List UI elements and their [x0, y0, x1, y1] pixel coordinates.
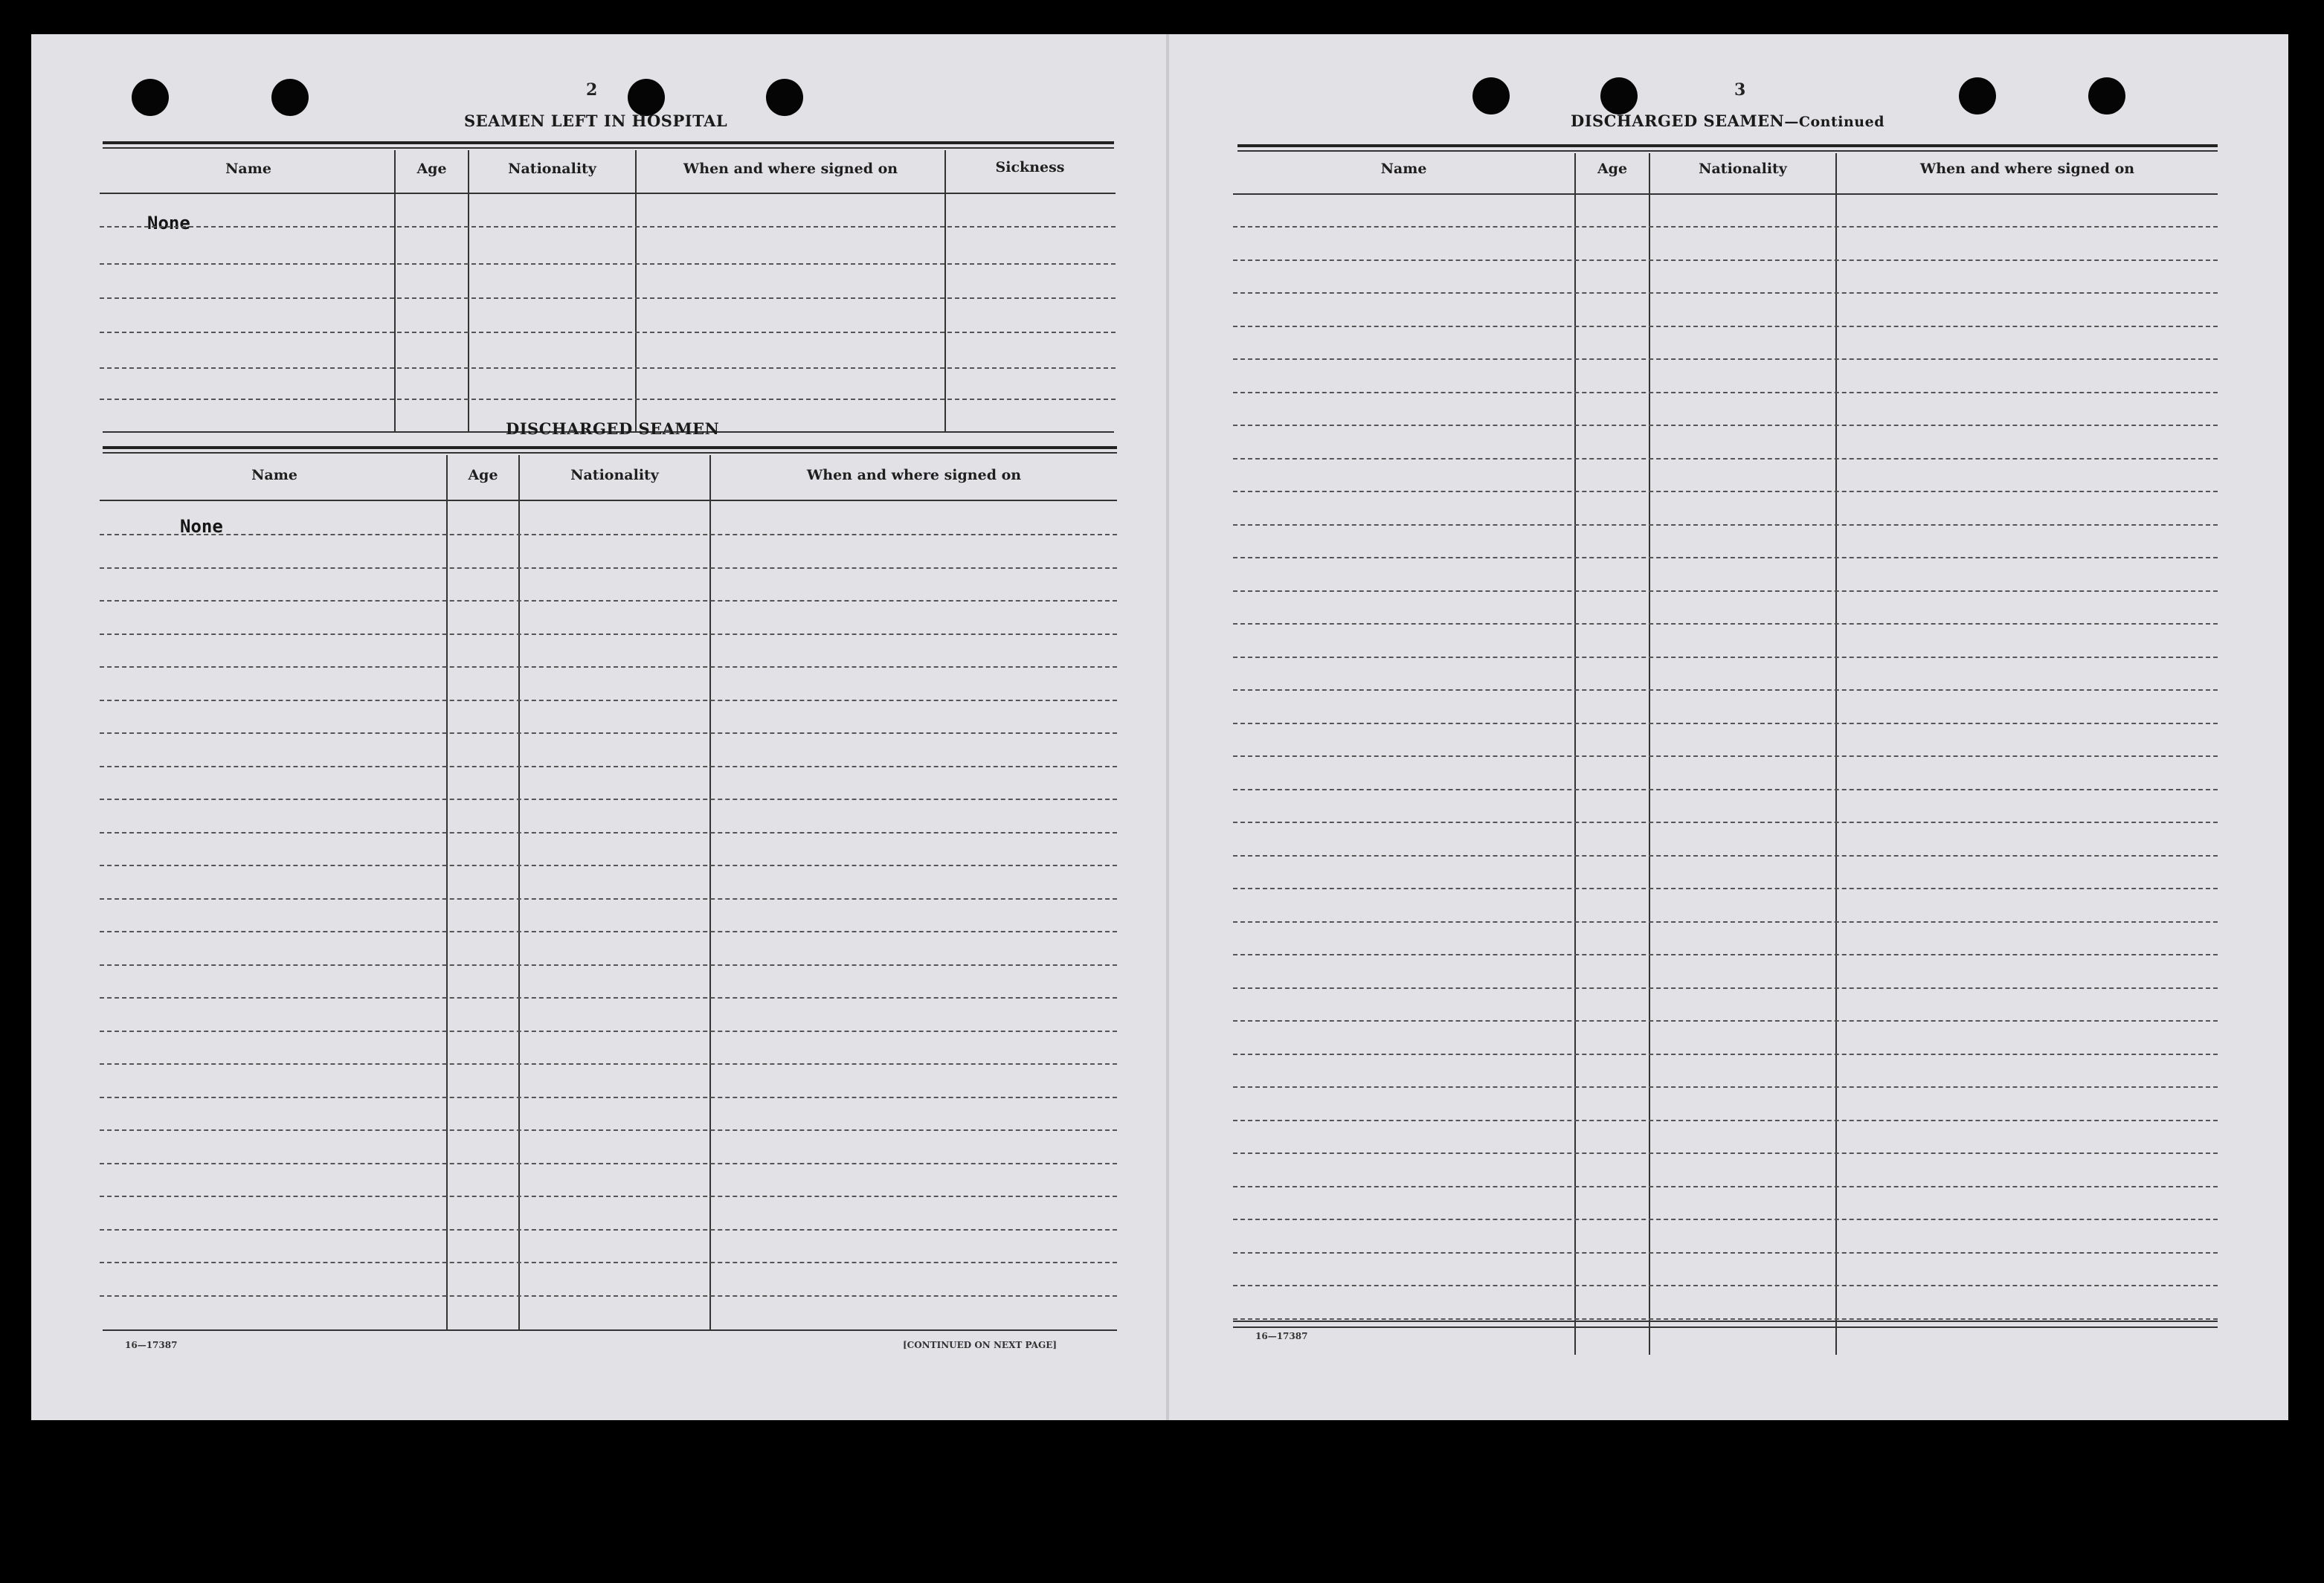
ruled-row-line	[100, 1097, 1117, 1098]
ruled-row-line	[100, 1163, 1117, 1164]
page-number: 3	[1734, 80, 1746, 100]
ruled-row-line	[100, 1129, 1117, 1131]
ruled-row-line	[100, 766, 1117, 767]
ruled-row-line	[100, 700, 1117, 701]
ruled-row-line	[1233, 557, 2218, 558]
ruled-row-line	[1233, 1054, 2218, 1055]
discharged-continued-title-suffix: —Continued	[1784, 114, 1884, 130]
page-number: 2	[586, 80, 598, 100]
discharged-section-title: DISCHARGED SEAMEN	[506, 419, 720, 438]
ruled-row-line	[1233, 723, 2218, 724]
ruled-row-line	[1233, 1086, 2218, 1088]
ruled-row-line	[100, 865, 1117, 866]
ruled-row-line	[1233, 1152, 2218, 1154]
ruled-row-line	[100, 1262, 1117, 1263]
right-table-bottom-rule-2	[1233, 1326, 2218, 1328]
ruled-row-line	[100, 898, 1117, 900]
ruled-row-line	[100, 1063, 1117, 1065]
ruled-row-line	[1233, 1020, 2218, 1022]
form-number: 16—17387	[1255, 1331, 1308, 1341]
right-rows	[1169, 34, 2288, 1420]
ruled-row-line	[1233, 326, 2218, 327]
ruled-row-line	[100, 1196, 1117, 1197]
ruled-row-line	[1233, 822, 2218, 823]
hospital-entry-none: None	[147, 213, 190, 233]
right-page	[1169, 34, 2288, 1420]
ruled-row-line	[1233, 491, 2218, 492]
hospital-col-sickness: Sickness	[995, 159, 1065, 175]
ruled-row-line	[100, 1295, 1117, 1297]
ruled-row-line	[1233, 458, 2218, 460]
ruled-row-line	[1233, 855, 2218, 857]
discharged-table-bottom-rule	[103, 1329, 1117, 1331]
hospital-col-signed-on: When and where signed on	[683, 161, 898, 177]
hospital-col-nationality: Nationality	[508, 161, 596, 177]
ruled-row-line	[1233, 1120, 2218, 1121]
right-col-nationality: Nationality	[1699, 161, 1787, 177]
hospital-col-age: Age	[416, 161, 447, 177]
discharged-col-age: Age	[468, 467, 498, 483]
ruled-row-line	[100, 1031, 1117, 1032]
discharged-col-nationality: Nationality	[570, 467, 659, 483]
ruled-row-line	[1233, 358, 2218, 360]
ruled-row-line	[1233, 921, 2218, 923]
ruled-row-line	[100, 633, 1117, 635]
continued-note: [CONTINUED ON NEXT PAGE]	[903, 1340, 1058, 1350]
ruled-row-line	[100, 567, 1117, 569]
ruled-row-line	[1233, 954, 2218, 955]
left-page	[31, 34, 1169, 1420]
form-number: 16—17387	[125, 1340, 178, 1350]
discharged-continued-title-main: DISCHARGED SEAMEN	[1571, 112, 1785, 130]
ruled-row-line	[100, 732, 1117, 734]
right-col-age: Age	[1597, 161, 1628, 177]
hospital-section-title: SEAMEN LEFT IN HOSPITAL	[464, 112, 728, 130]
ruled-row-line	[1233, 590, 2218, 592]
ruled-row-line	[1233, 259, 2218, 261]
ruled-row-line	[1233, 1219, 2218, 1220]
ruled-row-line	[1233, 657, 2218, 658]
ruled-row-line	[100, 534, 1117, 535]
ruled-row-line	[100, 600, 1117, 602]
right-col-signed-on: When and where signed on	[1919, 161, 2135, 177]
ruled-row-line	[100, 832, 1117, 834]
ruled-row-line	[1233, 623, 2218, 625]
right-table-bottom-rule	[1233, 1321, 2218, 1322]
ruled-row-line	[100, 799, 1117, 800]
ruled-row-line	[1233, 755, 2218, 757]
discharged-col-name: Name	[251, 467, 297, 483]
ruled-row-line	[1233, 392, 2218, 393]
ruled-row-line	[1233, 888, 2218, 889]
ruled-row-line	[1233, 524, 2218, 526]
ruled-row-line	[1233, 1285, 2218, 1286]
ruled-row-line	[1233, 789, 2218, 790]
discharged-col-signed-on: When and where signed on	[806, 467, 1022, 483]
ruled-row-line	[100, 964, 1117, 966]
ruled-row-line	[1233, 226, 2218, 228]
ruled-row-line	[1233, 1186, 2218, 1187]
ruled-row-line	[1233, 292, 2218, 294]
ruled-row-line	[100, 997, 1117, 999]
discharged-rows	[31, 34, 1169, 1420]
hospital-col-name: Name	[225, 161, 271, 177]
ruled-row-line	[1233, 689, 2218, 691]
ruled-row-line	[1233, 1252, 2218, 1254]
ruled-row-line	[1233, 987, 2218, 989]
ruled-row-line	[1233, 425, 2218, 426]
ruled-row-line	[100, 931, 1117, 932]
ruled-row-line	[100, 1229, 1117, 1231]
discharged-entry-none: None	[180, 516, 223, 537]
right-col-name: Name	[1380, 161, 1427, 177]
ruled-row-line	[1233, 1318, 2218, 1320]
ruled-row-line	[100, 666, 1117, 668]
